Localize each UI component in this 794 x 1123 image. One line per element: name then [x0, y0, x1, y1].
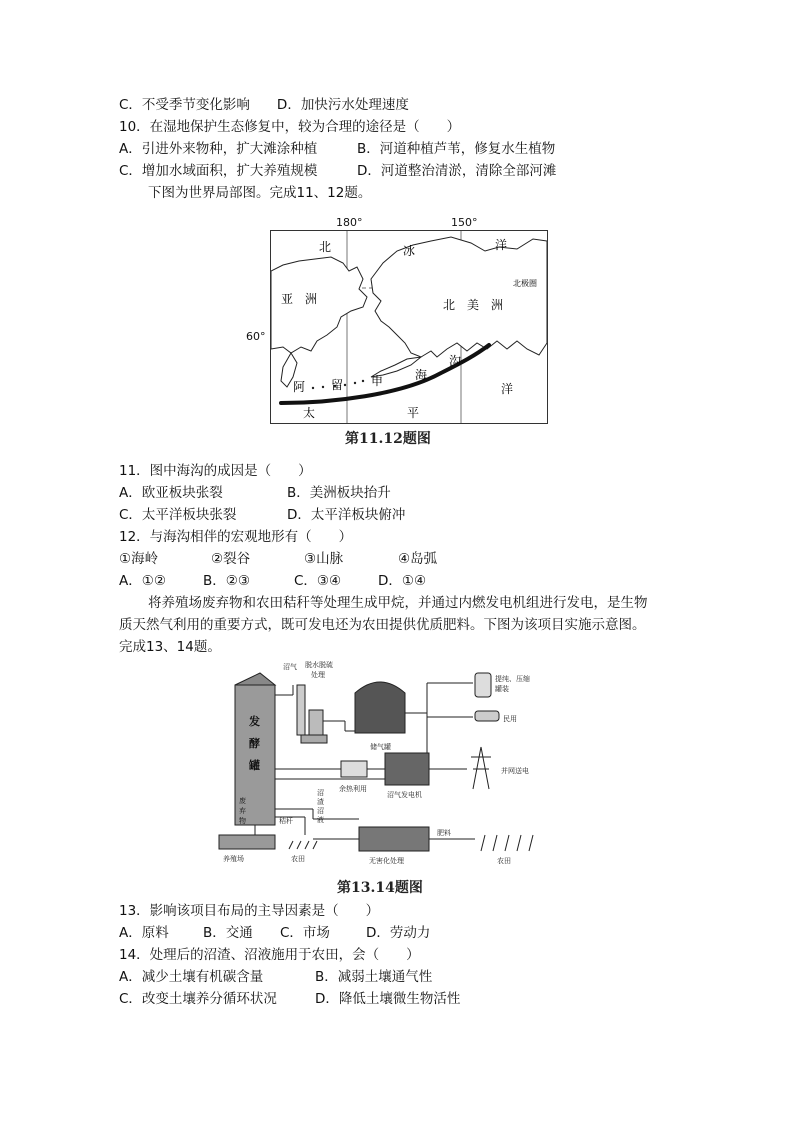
field-right-icon [481, 835, 533, 851]
label-zhazha-2: 渣 [317, 798, 324, 806]
label-tiaoya-1: 提纯、压缩 [495, 675, 530, 683]
desulfur-vessel [309, 710, 323, 735]
label-nongtian-1: 农田 [291, 855, 305, 863]
gas-bottle-icon [475, 673, 491, 697]
q14-option-a: A．减少土壤有机碳含量 [119, 969, 264, 985]
label-hai: 海 [415, 368, 428, 382]
q12-item-1: ①海岭 [119, 551, 159, 567]
label-liu: 留 [331, 378, 344, 392]
label-wuhai: 无害化处理 [369, 857, 404, 865]
label-chuqiguan: 储气罐 [370, 743, 391, 751]
label-jiegan: 秸秆 [279, 817, 293, 825]
q11-option-a: A．欧亚板块张裂 [119, 485, 223, 501]
q14-option-b: B．减弱土壤通气性 [315, 969, 433, 985]
label-fadianji: 沼气发电机 [387, 791, 422, 799]
biogas-svg [205, 655, 585, 875]
label-zhazha-4: 液 [317, 816, 324, 824]
intro-q13-14-line2: 质天然气利用的重要方式，既可发电还为农田提供优质肥料。下图为该项目实施示意图。 [119, 617, 646, 633]
waste-heat-unit [341, 761, 367, 777]
treatment-tank [359, 827, 429, 851]
label-arctic-circle: 北极圈 [513, 279, 537, 288]
label-yangzhi: 养殖场 [223, 855, 244, 863]
label-bei: 北 [319, 240, 332, 254]
label-gou: 沟 [449, 354, 462, 368]
label-zhaoqi: 沼气 [283, 663, 297, 671]
q12-stem: 12．与海沟相伴的宏观地形有（ ） [119, 529, 353, 545]
label-yure: 余热利用 [339, 785, 367, 793]
label-zhazha-3: 沼 [317, 807, 324, 815]
q11-option-b: B．美洲板块抬升 [287, 485, 391, 501]
tank-roof [235, 673, 275, 685]
q11-option-c: C．太平洋板块张裂 [119, 507, 237, 523]
map-svg [271, 231, 547, 423]
desulfur-column [297, 685, 305, 735]
q9-option-line: C．不受季节变化影响 D．加快污水处理速度 [119, 97, 409, 113]
generator [385, 753, 429, 785]
label-a: 阿 [293, 380, 306, 394]
q13-option-c: C．市场 [280, 925, 330, 941]
label-shen: 申 [371, 374, 384, 388]
gas-holder [355, 682, 405, 733]
label-bing: 冰 [403, 244, 416, 258]
label-tuoshui-2: 处理 [311, 671, 325, 679]
q12-item-4: ④岛弧 [398, 551, 438, 567]
q11-option-d: D．太平洋板块俯冲 [287, 507, 406, 523]
label-zhou1: 洲 [305, 292, 318, 306]
desulfur-base [301, 735, 327, 743]
q13-option-d: D．劳动力 [366, 925, 431, 941]
q14-stem: 14．处理后的沼渣、沼液施用于农田，会（ ） [119, 947, 420, 963]
q13-option-b: B．交通 [203, 925, 253, 941]
q10-option-b: B．河道种植芦苇，修复水生植物 [357, 141, 556, 157]
q13-option-a: A．原料 [119, 925, 169, 941]
intro-q13-14-line3: 完成13、14题。 [119, 639, 221, 655]
map-lon-150: 150° [451, 216, 478, 229]
label-ya: 亚 [281, 292, 294, 306]
label-beimei-mei: 美 [467, 298, 480, 312]
field-left-icon [289, 841, 317, 849]
label-zhou2: 洲 [491, 298, 504, 312]
map-lat-60: 60° [246, 330, 266, 343]
label-fajiao-3: 罐 [249, 759, 260, 772]
label-fajiao-2: 酵 [249, 737, 260, 750]
label-bingwang: 并网送电 [501, 767, 529, 775]
q12-option-c: C．③④ [294, 573, 342, 589]
label-feiliao: 肥料 [437, 829, 451, 837]
label-nongtian-2: 农田 [497, 857, 511, 865]
map-lon-180: 180° [336, 216, 363, 229]
farm-building [219, 835, 275, 849]
intro-q13-14-line1: 将养殖场废弃物和农田秸秆等处理生成甲烷，并通过内燃发电机组进行发电，是生物 [148, 595, 648, 611]
q10-stem: 10．在湿地保护生态修复中，较为合理的途径是（ ） [119, 119, 461, 135]
pylon-icon [471, 747, 491, 789]
q14-option-c: C．改变土壤养分循环状况 [119, 991, 277, 1007]
q12-option-b: B．②③ [203, 573, 250, 589]
label-yang2: 洋 [501, 382, 514, 396]
map-caption: 第11.12题图 [345, 431, 431, 447]
q10-option-d: D．河道整治清淤，清除全部河滩 [357, 163, 557, 179]
label-beimei-bei: 北 [443, 298, 456, 312]
q10-option-a: A．引进外来物种，扩大滩涂种植 [119, 141, 318, 157]
label-minyong: 民用 [503, 715, 517, 723]
biogas-diagram [205, 655, 585, 875]
label-tuoshui-1: 脱水脱硫 [305, 661, 333, 669]
q12-item-2: ②裂谷 [211, 551, 251, 567]
label-feiqi-2: 弃 [239, 807, 246, 815]
q12-option-a: A．①② [119, 573, 166, 589]
north-america-land [371, 237, 547, 357]
label-tiaoya-2: 罐装 [495, 685, 509, 693]
label-fajiao-1: 发 [249, 715, 260, 728]
label-zhazha-1: 沼 [317, 789, 324, 797]
q14-option-d: D．降低土壤微生物活性 [315, 991, 461, 1007]
q11-stem: 11．图中海沟的成因是（ ） [119, 463, 312, 479]
car-icon [475, 711, 499, 721]
intro-q11-12: 下图为世界局部图。完成11、12题。 [148, 185, 372, 201]
q12-option-d: D．①④ [378, 573, 427, 589]
label-tai: 太 [303, 406, 316, 420]
label-ping: 平 [407, 406, 420, 420]
diagram-caption: 第13.14题图 [337, 880, 423, 896]
label-yang1: 洋 [495, 238, 508, 252]
q10-option-c: C．增加水域面积，扩大养殖规模 [119, 163, 318, 179]
label-feiqi-1: 废 [239, 797, 246, 805]
q12-item-3: ③山脉 [304, 551, 344, 567]
q13-stem: 13．影响该项目布局的主导因素是（ ） [119, 903, 380, 919]
world-partial-map [270, 230, 548, 424]
label-feiqi-3: 物 [239, 817, 246, 825]
